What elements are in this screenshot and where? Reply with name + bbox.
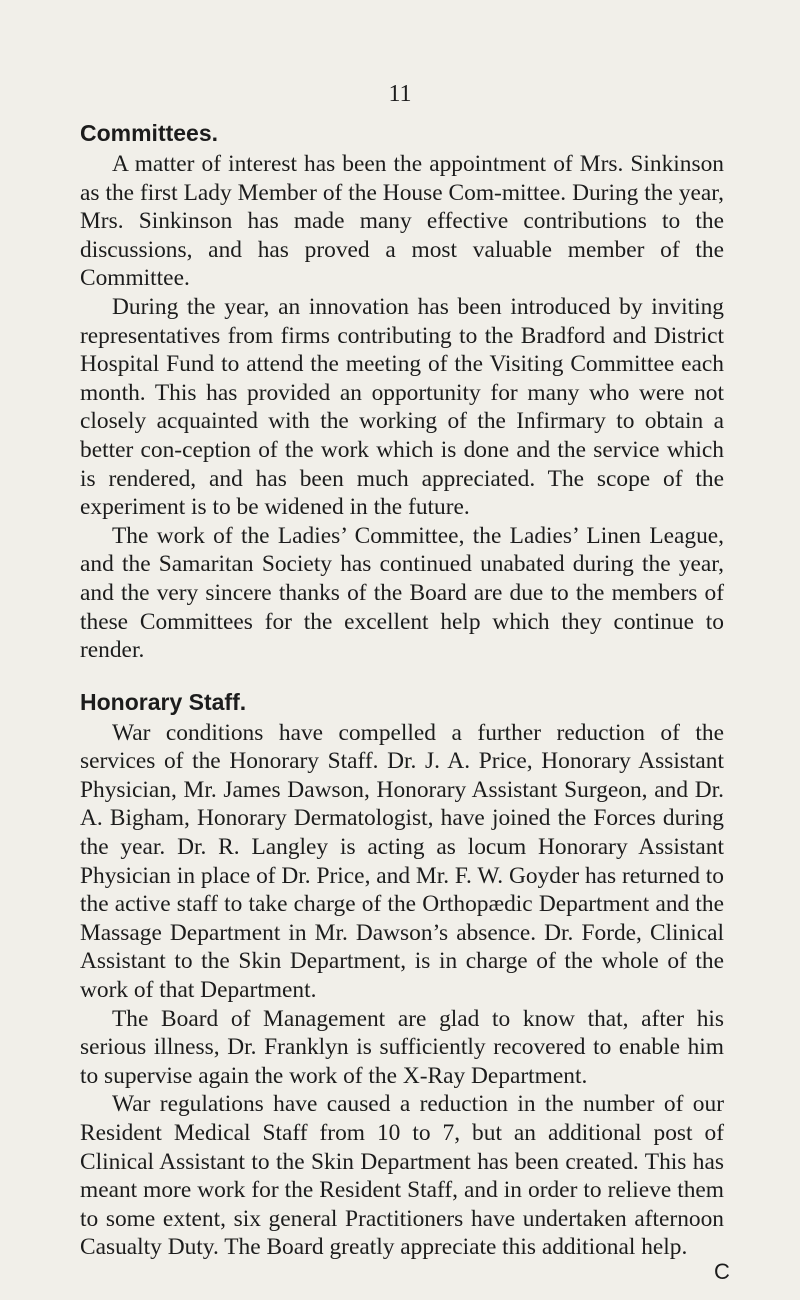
paragraph: During the year, an innovation has been introduced by inviting representatives from firms contributing to the Bradford and District Hospital Fund to attend the meeting of the Visiting Committee each month. This has provided an opportunity for many who were not closely acquainted with the working of the Infirmary to obtain a better con-ception of the work which is done and the service which is rendered, and has been much appreciated. The scope of the experiment is to be widened in the future. xyxy=(80,293,724,521)
signature-mark: C xyxy=(714,1259,730,1284)
document-body xyxy=(80,118,724,1262)
paragraph: The work of the Ladies’ Committee, the Ladies’ Linen League, and the Samaritan Society has continued unabated during the year, and the very sincere thanks of the Board are due to the members of these Committees for the excellent help which they continue to render. xyxy=(80,522,724,664)
page-number: 11 xyxy=(388,81,412,107)
section-heading-honorary-staff: Honorary Staff. xyxy=(80,688,247,715)
section-heading-committees: Committees. xyxy=(80,120,219,146)
paragraph: War regulations have caused a reduction in the number of our Resident Medical Staff from 10 to 7, but an additional post of Clinical Assistant to the Skin Department has been created. This has meant more work for the Resident Staff, and in order to relieve them to some extent, six general Practitioners have undertaken afternoon Casualty Duty. The Board greatly appreciate this additional help. xyxy=(80,1091,724,1261)
paragraph: The Board of Management are glad to know that, after his serious illness, Dr. Franklyn is sufficiently recovered to enable him to supervise again the work of the X-Ray Department. xyxy=(80,1005,724,1089)
paragraph: War conditions have compelled a further reduction of the services of the Honorary Staff. Dr. J. A. Price, Honorary Assistant Physician, Mr. James Dawson, Honorary Assistant Surgeon, and Dr. A. Bigham, Honorary Dermatologist, have joined the Forces during the year. Dr. R. Langley is acting as locum Honorary Assistant Physician in place of Dr. Price, and Mr. F. W. Goyder has returned to the active staff to take charge of the Orthopædic Department and the Massage Department in Mr. Dawson’s absence. Dr. Forde, Clinical Assistant to the Skin Department, is in charge of the whole of the work of that Department. xyxy=(80,719,724,1004)
paragraph: A matter of interest has been the appointment of Mrs. Sinkinson as the first Lady Member of the House Com-mittee. During the year, Mrs. Sinkinson has made many effective contributions to the discussions, and has proved a most valuable member of the Committee. xyxy=(80,151,724,292)
